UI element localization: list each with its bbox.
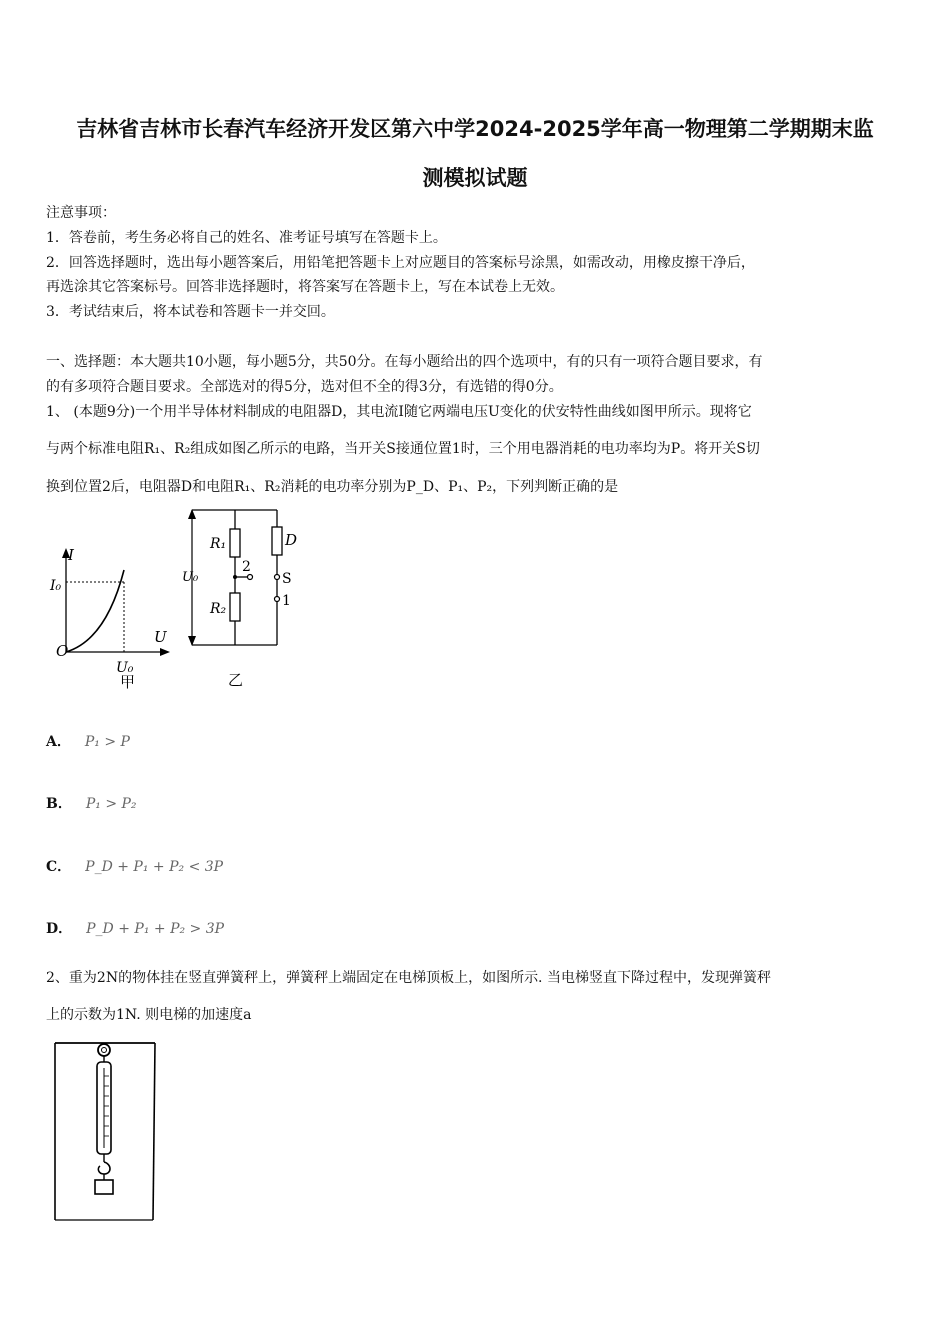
option-c-expr: 𝑃_D + 𝑃₁ + 𝑃₂ < 3𝑃 bbox=[85, 859, 224, 875]
circuit-caption: 乙 bbox=[228, 671, 244, 689]
option-c[interactable] bbox=[46, 856, 223, 876]
q2-stem-1: 2、重为2N的物体挂在竖直弹簧秤上，弹簧秤上端固定在电梯顶板上，如图所示. 当电梯竖直下降过程中，发现弹簧秤 bbox=[46, 970, 771, 986]
notice-item-1: 1．答卷前，考生务必将自己的姓名、准考证号填写在答题卡上。 bbox=[46, 230, 447, 246]
circuit-s-label: S bbox=[282, 571, 292, 587]
notice-item-3: 3．考试结束后，将本试卷和答题卡一并交回。 bbox=[46, 304, 335, 320]
notice-item-2-cont: 再选涂其它答案标号。回答非选择题时，将答案写在答题卡上，写在本试卷上无效。 bbox=[46, 279, 564, 295]
q1-stem-1: 1、 (本题9分)一个用半导体材料制成的电阻器D，其电流I随它两端电压U变化的伏安特性曲线如图甲所示。现将它 bbox=[46, 404, 752, 420]
graph-u0-label: U₀ bbox=[116, 660, 134, 676]
graph-i-label: I bbox=[68, 546, 74, 564]
circuit-r1-label: R₁ bbox=[210, 536, 227, 552]
circuit-pos2-label: 2 bbox=[242, 559, 251, 575]
option-d-letter: D． bbox=[46, 921, 73, 937]
option-c-letter: C． bbox=[46, 859, 72, 875]
circuit-u0-label: U₀ bbox=[182, 570, 199, 585]
graph-caption: 甲 bbox=[120, 673, 136, 690]
title-line-2: 测模拟试题 bbox=[422, 166, 528, 190]
q1-stem-2: 与两个标准电阻R₁、R₂组成如图乙所示的电路，当开关S接通位置1时，三个用电器消耗的电功率均为P。将开关S切 bbox=[46, 441, 760, 457]
circuit-r2-label: R₂ bbox=[210, 601, 227, 617]
section-intro-2: 的有多项符合题目要求。全部选对的得5分，选对但不全的得3分，有选错的得0分。 bbox=[46, 379, 563, 395]
circuit-d-label: D bbox=[285, 531, 298, 549]
title-line-1: 吉林省吉林市长春汽车经济开发区第六中学2024-2025学年高一物理第二学期期末监 bbox=[76, 117, 874, 141]
option-b-letter: B． bbox=[46, 796, 72, 812]
circuit-figure bbox=[180, 505, 310, 690]
q1-stem-3: 换到位置2后，电阻器D和电阻R₁、R₂消耗的电功率分别为P_D、P₁、P₂，下列判断正确的是 bbox=[46, 479, 619, 495]
option-b-expr: 𝑃₁ > 𝑃₂ bbox=[85, 796, 137, 812]
option-a-expr: 𝑃₁ > 𝑃 bbox=[84, 734, 130, 750]
option-d[interactable] bbox=[46, 918, 224, 938]
graph-origin-label: O bbox=[56, 642, 69, 660]
option-b[interactable] bbox=[46, 793, 137, 813]
option-a-letter: A． bbox=[46, 734, 71, 750]
notice-heading: 注意事项： bbox=[46, 205, 116, 221]
iu-graph-figure bbox=[46, 510, 176, 690]
circuit-pos1-label: 1 bbox=[282, 593, 291, 609]
section-intro-1: 一、选择题：本大题共10小题，每小题5分，共50分。在每小题给出的四个选项中，有的只有一项符合题目要求，有 bbox=[46, 354, 763, 370]
spring-scale-figure bbox=[52, 1040, 158, 1224]
notice-item-2: 2．回答选择题时，选出每小题答案后，用铅笔把答题卡上对应题目的答案标号涂黑，如需改动，用橡皮擦干净后， bbox=[46, 255, 755, 271]
graph-u-label: U bbox=[154, 628, 167, 646]
option-d-expr: 𝑃_D + 𝑃₁ + 𝑃₂ > 3𝑃 bbox=[86, 921, 225, 937]
q2-stem-2: 上的示数为1N. 则电梯的加速度a bbox=[46, 1007, 252, 1023]
option-a[interactable] bbox=[46, 731, 130, 751]
graph-i0-label: I₀ bbox=[50, 578, 62, 594]
